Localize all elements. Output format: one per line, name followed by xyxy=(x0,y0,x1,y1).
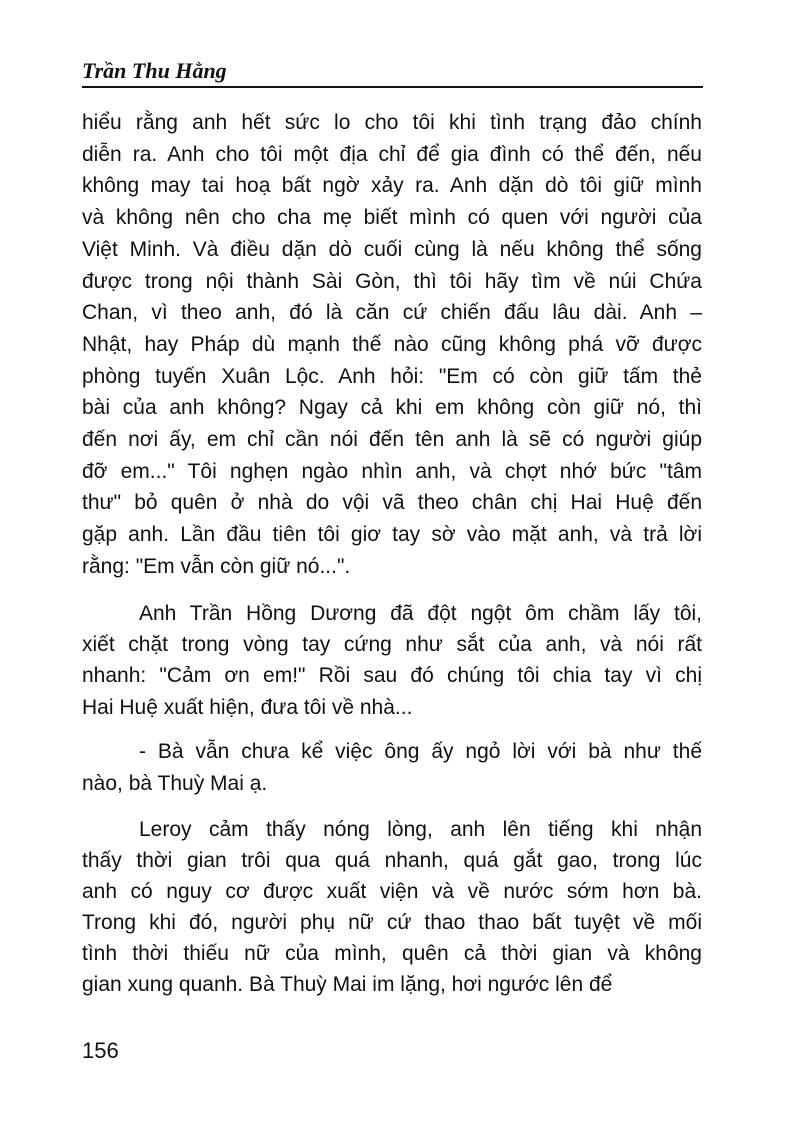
text-line: xiết chặt trong vòng tay cứng như sắt của anh, và nói rất xyxy=(82,633,702,657)
text-line: gian xung quanh. Bà Thuỳ Mai im lặng, hơi ngước lên để xyxy=(82,973,613,996)
text-line: Hai Huệ xuất hiện, đưa tôi về nhà... xyxy=(82,695,413,719)
text-line: Leroy cảm thấy nóng lòng, anh lên tiếng khi nhận xyxy=(139,818,702,841)
text-line: gặp anh. Lần đầu tiên tôi giơ tay sờ vào mặt anh, và trả lời xyxy=(82,523,702,547)
text-line: Việt Minh. Và điều dặn dò cuối cùng là nếu không thể sống xyxy=(82,237,702,261)
text-line: đỡ em..." Tôi nghẹn ngào nhìn anh, và chợt nhớ bức "tâm xyxy=(82,459,702,483)
text-line: Trong khi đó, người phụ nữ cứ thao thao bất tuyệt về mối xyxy=(82,911,702,934)
text-line: thấy thời gian trôi qua quá nhanh, quá gắt gao, trong lúc xyxy=(82,849,702,872)
text-line: - Bà vẫn chưa kể việc ông ấy ngỏ lời với bà như thế xyxy=(139,740,702,763)
running-header-author: Trần Thu Hằng xyxy=(82,58,227,83)
text-line: được trong nội thành Sài Gòn, thì tôi hãy tìm về núi Chứa xyxy=(82,269,702,293)
text-line: bài của anh không? Ngay cả khi em không còn giữ nó, thì xyxy=(82,396,702,420)
text-line: Nhật, hay Pháp dù mạnh thế nào cũng không phá vỡ được xyxy=(82,332,702,356)
text-line: nào, bà Thuỳ Mai ạ. xyxy=(82,772,268,795)
text-line: phòng tuyến Xuân Lộc. Anh hỏi: "Em có còn giữ tấm thẻ xyxy=(82,364,702,388)
text-line: và không nên cho cha mẹ biết mình có quen với người của xyxy=(82,206,702,230)
page-number: 156 xyxy=(82,1038,119,1063)
text-line: Anh Trần Hồng Dương đã đột ngột ôm chầm lấy tôi, xyxy=(139,602,702,625)
text-line: thư" bỏ quên ở nhà do vội vã theo chân chị Hai Huệ đến xyxy=(82,491,702,515)
text-line: tình thời thiếu nữ của mình, quên cả thời gian và không xyxy=(82,942,702,965)
text-line: anh có nguy cơ được xuất viện và về nước sớm hơn bà. xyxy=(82,880,702,903)
text-line: hiểu rằng anh hết sức lo cho tôi khi tình trạng đảo chính xyxy=(82,111,702,134)
header-rule xyxy=(82,86,703,88)
text-line: Chan, vì theo anh, đó là căn cứ chiến đấu lâu dài. Anh – xyxy=(82,301,702,325)
text-line: nhanh: "Cảm ơn em!" Rồi sau đó chúng tôi chia tay vì chị xyxy=(82,664,702,688)
text-line: diễn ra. Anh cho tôi một địa chỉ để gia đình có thể đến, nếu xyxy=(82,142,702,166)
text-line: đến nơi ấy, em chỉ cần nói đến tên anh là sẽ có người giúp xyxy=(82,428,702,451)
text-line: không may tai hoạ bất ngờ xảy ra. Anh dặn dò tôi giữ mình xyxy=(82,174,702,198)
text-line: rằng: "Em vẫn còn giữ nó...". xyxy=(82,554,351,578)
